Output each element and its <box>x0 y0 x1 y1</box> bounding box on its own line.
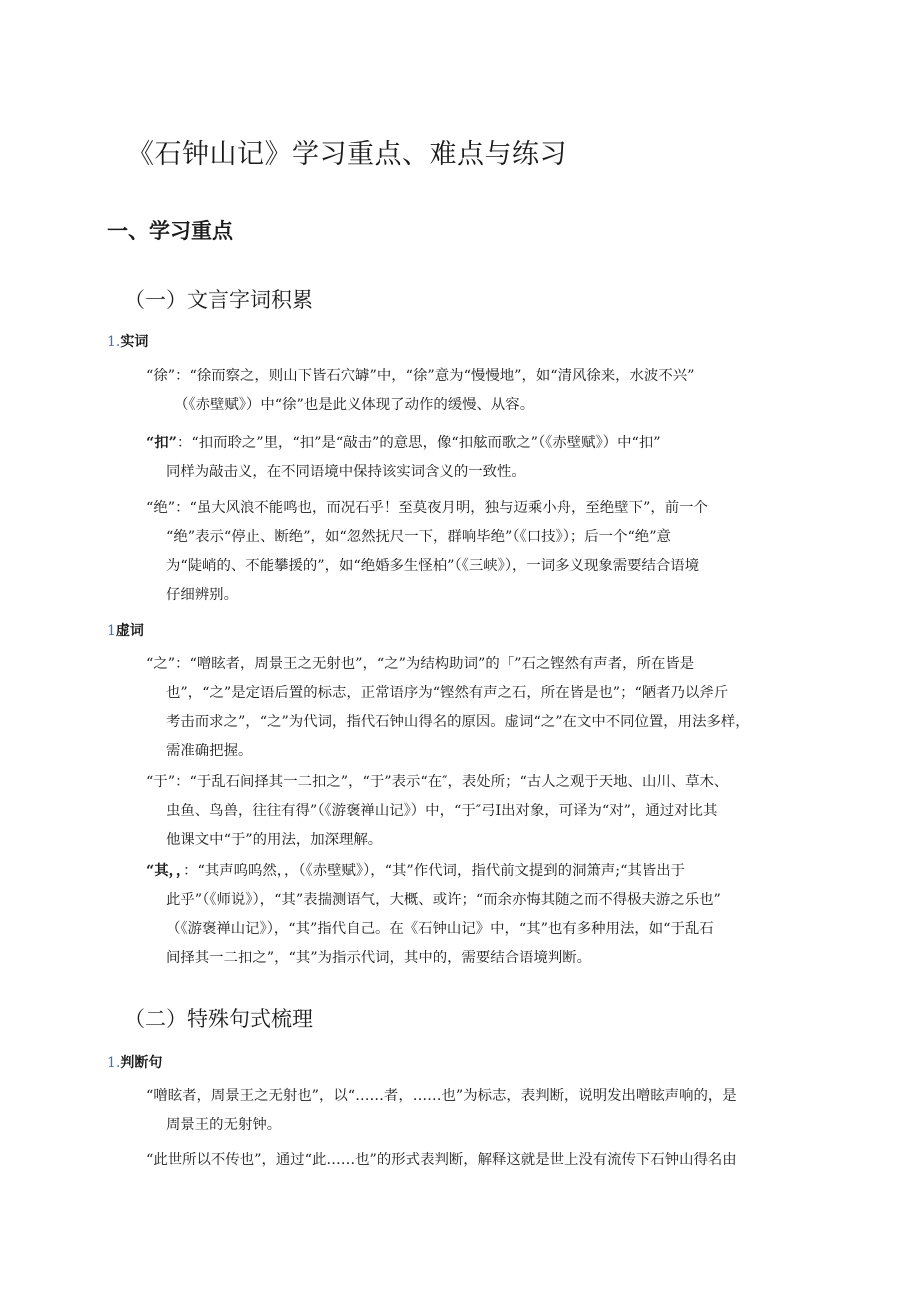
heading-label: 实词 <box>120 334 149 350</box>
heading-number: 1. <box>107 334 121 350</box>
text-line: 此乎”（《师说》），“其”表揣测语气，大概、或许；“而余亦悔其随之而不得极夫游之乐也” <box>166 892 721 908</box>
text-span: ：“其声呜呜然，，（《赤壁赋》），“其”作代词，指代前文提到的洞箫声;“其皆出于 <box>183 863 686 879</box>
heading-panduan <box>107 1052 162 1072</box>
text-line: （《赤壁赋》）中“徐”也是此义体现了动作的缓慢、从容。 <box>174 397 535 413</box>
heading-shici <box>107 331 148 351</box>
text-line: 周景王的无射钟。 <box>166 1117 282 1133</box>
document-title: 《石钟山记》学习重点、难点与练习 <box>127 139 567 170</box>
paragraph-zhi <box>146 650 812 766</box>
paragraph-kou <box>146 428 812 487</box>
heading-label: 判断句 <box>120 1055 163 1071</box>
text-line: 同样为敲击义，在不同语境中保持该实词含义的一致性。 <box>166 464 526 480</box>
text-line: “此世所以不传也”，通过“此……也”的形式表判断，解释这就是世上没有流传下石钟山得名由 <box>146 1152 737 1168</box>
text-span: ：“扣而聆之”里，“扣”是“敲击”的意思，像“扣舷而歌之”（《赤壁赋》）中“扣” <box>176 435 661 451</box>
text-line: 也”，“之”是定语后置的标志，正常语序为“铿然有声之石，所在皆是也”；“陋者乃以斧斤 <box>166 685 729 701</box>
text-line: “绝”表示“停止、断绝”，如“忽然抚尺一下，群响毕绝”（《口技》）；后一个“绝”意 <box>166 529 671 545</box>
text-line: 需准确把握。 <box>166 743 253 759</box>
text-line: 考击而求之”，“之”为代词，指代石钟山得名的原因。虚词“之”在文中不同位置，用法多样， <box>166 714 750 730</box>
paragraph-xu <box>146 362 812 420</box>
text-line: “绝”：“虽大风浪不能鸣也，而况石乎！至莫夜月明，独与迈乘小舟，至绝壁下”，前一个 <box>146 500 708 516</box>
subsection-heading-1: （一）文言字词积累 <box>124 288 313 312</box>
text-line: “徐”：“徐而察之，则山下皆石穴罅”中，“徐”意为“慢慢地”，如“清风徐来，水波不兴” <box>146 368 695 384</box>
text-line: （《游褒禅山记》），“其”指代自己。在《石钟山记》中，“其”也有多种用法，如“于乱石 <box>166 921 714 937</box>
keyword: “扣” <box>146 434 177 451</box>
text-line: 虫鱼、鸟兽，往往有得”（《游褒禅山记》）中，“于″弓I出对象，可译为“对”，通过对比其 <box>166 803 718 819</box>
text-line <box>146 428 812 458</box>
heading-number: 1. <box>107 1055 121 1071</box>
paragraph-panduan-2 <box>146 1146 812 1175</box>
heading-xuci <box>107 620 144 640</box>
text-line: 间择其一二扣之”，“其”为指示代词，其中的，需要结合语境判断。 <box>166 950 592 966</box>
text-line: 仔细辨别。 <box>166 587 238 603</box>
text-line <box>146 856 812 886</box>
text-line: 为“陡峭的、不能攀援的”，如“绝婚多生怪柏”（《三峡》），一词多义现象需要结合语境 <box>166 558 700 574</box>
heading-label: 虚词 <box>115 623 144 639</box>
paragraph-qi <box>146 856 812 973</box>
keyword: “其，， <box>146 862 184 879</box>
heading-number: 1 <box>107 623 116 639</box>
text-line: “噌眩者，周景王之无射也”，以“……者，……也”为标志，表判断，说明发出噌眩声响的，是 <box>146 1088 737 1104</box>
text-line: “之”：“噌眩者，周景王之无射也”，“之”为结构助词”的「”石之铿然有声者，所在皆是 <box>146 656 695 672</box>
paragraph-jue <box>146 494 812 610</box>
text-line: “于”：“于乱石间择其一二扣之”，“于”表示“在″，表处所；“古人之观于天地、山川、草木、 <box>146 774 729 790</box>
subsection-heading-2: （二）特殊句式梳理 <box>124 1007 313 1031</box>
section-heading-1: 一、学习重点 <box>107 219 233 243</box>
paragraph-panduan-1 <box>146 1082 812 1140</box>
text-line: 他课文中“于”的用法，加深理解。 <box>166 832 383 848</box>
paragraph-yu <box>146 768 812 855</box>
